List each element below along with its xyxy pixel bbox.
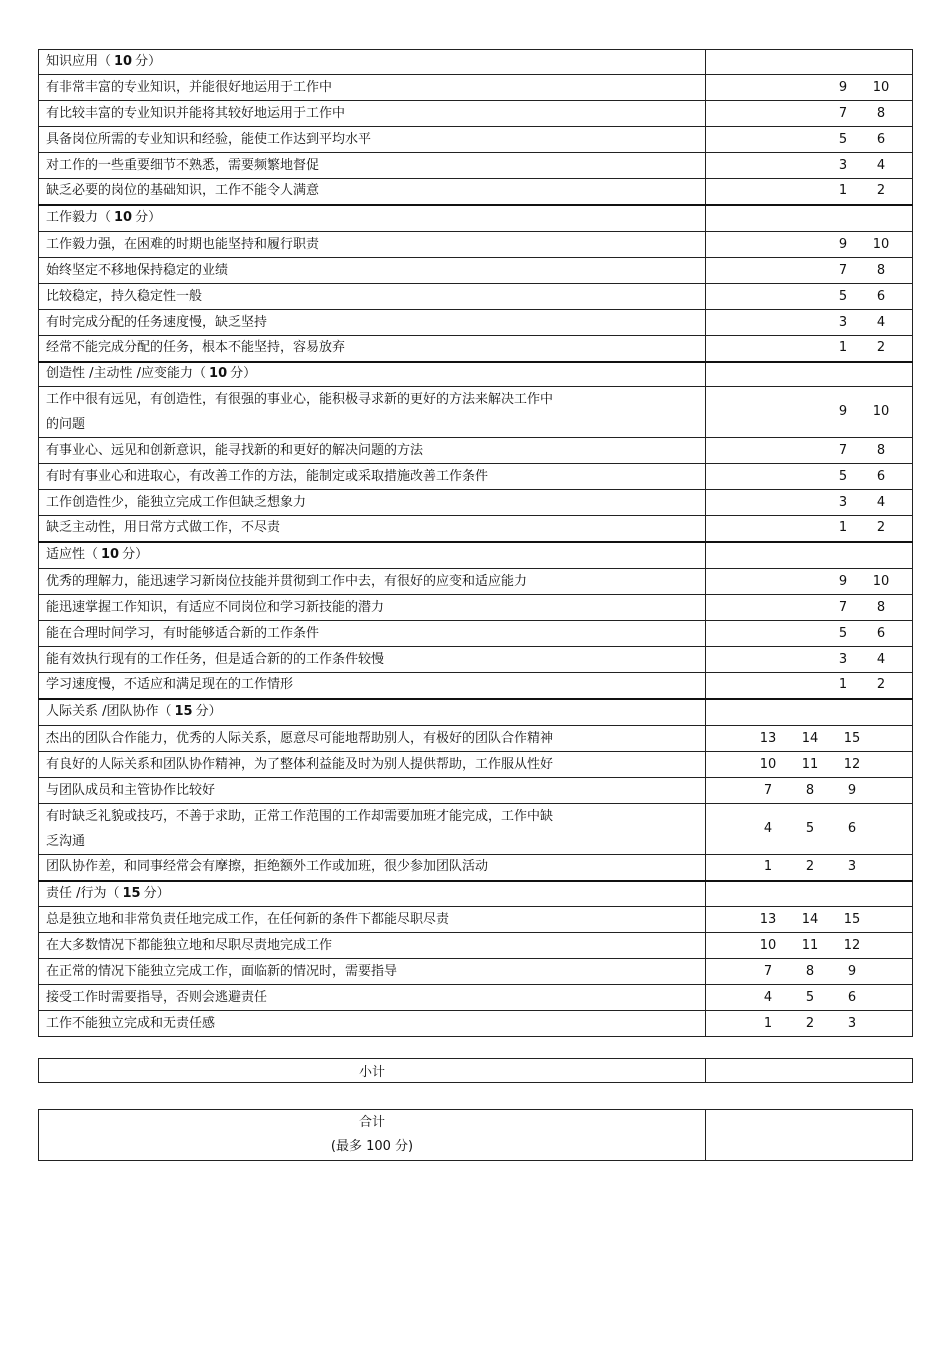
criteria-description bbox=[39, 75, 706, 101]
score-option[interactable]: 4 bbox=[876, 314, 886, 330]
score-options bbox=[706, 127, 913, 153]
criteria-description bbox=[39, 804, 706, 855]
criteria-description bbox=[39, 1011, 706, 1037]
section-title: 责任 /行为（ bbox=[46, 885, 120, 901]
score-option[interactable]: 6 bbox=[876, 468, 886, 484]
criteria-text: 有时有事业心和进取心，有改善工作的方法，能制定或采取措施改善工作条件 bbox=[46, 468, 489, 484]
section-header-row bbox=[39, 881, 913, 907]
criteria-row bbox=[39, 516, 913, 542]
score-option[interactable]: 10 bbox=[759, 756, 777, 772]
section-title-cell bbox=[39, 205, 706, 232]
criteria-text: 工作中很有远见，有创造性，有很强的事业心，能积极寻求新的更好的方法来解决工作中 bbox=[46, 392, 554, 407]
score-option[interactable]: 2 bbox=[805, 1015, 815, 1031]
criteria-description bbox=[39, 933, 706, 959]
section-score-cell[interactable] bbox=[706, 50, 913, 75]
score-options bbox=[706, 387, 913, 438]
criteria-row bbox=[39, 153, 913, 179]
criteria-description bbox=[39, 101, 706, 127]
criteria-row bbox=[39, 75, 913, 101]
score-option[interactable]: 3 bbox=[847, 859, 857, 875]
score-option[interactable]: 3 bbox=[838, 314, 848, 330]
score-options bbox=[706, 258, 913, 284]
criteria-description bbox=[39, 336, 706, 362]
section-header-row bbox=[39, 362, 913, 387]
score-option[interactable]: 8 bbox=[805, 963, 815, 979]
criteria-text: 工作不能独立完成和无责任感 bbox=[46, 1015, 216, 1031]
score-option[interactable]: 1 bbox=[763, 859, 773, 875]
criteria-row bbox=[39, 438, 913, 464]
score-option[interactable]: 2 bbox=[876, 183, 886, 199]
criteria-description bbox=[39, 855, 706, 881]
section-points: 10 bbox=[209, 366, 228, 382]
score-option[interactable]: 2 bbox=[876, 520, 886, 536]
score-option[interactable]: 10 bbox=[759, 937, 777, 953]
score-option[interactable]: 4 bbox=[876, 494, 886, 510]
criteria-description bbox=[39, 595, 706, 621]
section-unit: 分） bbox=[122, 547, 149, 563]
score-option[interactable]: 6 bbox=[876, 131, 886, 147]
score-option[interactable]: 5 bbox=[805, 821, 815, 836]
section-score-cell[interactable] bbox=[706, 205, 913, 232]
criteria-row bbox=[39, 726, 913, 752]
criteria-row bbox=[39, 232, 913, 258]
criteria-description bbox=[39, 569, 706, 595]
criteria-text-continued: 的问题 bbox=[46, 417, 86, 432]
criteria-row bbox=[39, 959, 913, 985]
score-options bbox=[706, 569, 913, 595]
criteria-row bbox=[39, 127, 913, 153]
score-option[interactable]: 12 bbox=[843, 756, 861, 772]
criteria-text: 优秀的理解力，能迅速学习新岗位技能并贯彻到工作中去，有很好的应变和适应能力 bbox=[46, 573, 528, 589]
score-option[interactable]: 9 bbox=[838, 79, 848, 95]
score-option[interactable]: 8 bbox=[805, 782, 815, 798]
section-title: 工作毅力（ bbox=[46, 210, 112, 226]
criteria-row bbox=[39, 595, 913, 621]
criteria-text-continued: 乏沟通 bbox=[46, 834, 86, 849]
score-option[interactable]: 9 bbox=[847, 782, 857, 798]
criteria-text: 具备岗位所需的专业知识和经验，能使工作达到平均水平 bbox=[46, 131, 372, 147]
section-score-cell[interactable] bbox=[706, 542, 913, 569]
score-options bbox=[706, 516, 913, 542]
score-option[interactable]: 5 bbox=[838, 625, 848, 641]
criteria-row bbox=[39, 179, 913, 205]
criteria-row bbox=[39, 284, 913, 310]
subtotal-label: 小计 bbox=[39, 1059, 706, 1083]
section-unit: 分） bbox=[135, 210, 162, 226]
score-options bbox=[706, 232, 913, 258]
score-option[interactable]: 7 bbox=[763, 963, 773, 979]
criteria-description bbox=[39, 153, 706, 179]
score-options bbox=[706, 985, 913, 1011]
criteria-description bbox=[39, 127, 706, 153]
score-options bbox=[706, 621, 913, 647]
score-option[interactable]: 6 bbox=[876, 288, 886, 304]
score-options bbox=[706, 464, 913, 490]
criteria-description bbox=[39, 621, 706, 647]
score-option[interactable]: 7 bbox=[838, 262, 848, 278]
score-options bbox=[706, 959, 913, 985]
score-option[interactable]: 9 bbox=[838, 404, 848, 419]
score-options bbox=[706, 907, 913, 933]
score-options bbox=[706, 647, 913, 673]
score-options bbox=[706, 438, 913, 464]
criteria-description bbox=[39, 959, 706, 985]
section-unit: 分） bbox=[135, 54, 162, 69]
score-option[interactable]: 7 bbox=[838, 442, 848, 458]
score-options bbox=[706, 75, 913, 101]
score-option[interactable]: 3 bbox=[838, 157, 848, 173]
score-option[interactable]: 8 bbox=[876, 105, 886, 121]
section-header-row bbox=[39, 542, 913, 569]
criteria-description bbox=[39, 516, 706, 542]
criteria-text: 接受工作时需要指导，否则会逃避责任 bbox=[46, 989, 268, 1005]
criteria-row bbox=[39, 673, 913, 699]
evaluation-table bbox=[38, 49, 913, 1037]
criteria-row bbox=[39, 310, 913, 336]
criteria-row bbox=[39, 804, 913, 855]
score-option[interactable]: 15 bbox=[843, 730, 861, 746]
score-option[interactable]: 7 bbox=[838, 599, 848, 615]
criteria-row bbox=[39, 387, 913, 438]
criteria-row bbox=[39, 621, 913, 647]
criteria-text: 有比较丰富的专业知识并能将其较好地运用于工作中 bbox=[46, 105, 346, 121]
criteria-text: 经常不能完成分配的任务，根本不能坚持，容易放弃 bbox=[46, 340, 346, 356]
score-option[interactable]: 9 bbox=[838, 573, 848, 589]
section-title-cell bbox=[39, 50, 706, 75]
criteria-text: 有时缺乏礼貌或技巧，不善于求助，正常工作范围的工作却需要加班才能完成，工作中缺 bbox=[46, 809, 554, 824]
score-options bbox=[706, 804, 913, 855]
section-title-cell bbox=[39, 362, 706, 387]
criteria-text: 缺乏必要的岗位的基础知识，工作不能令人满意 bbox=[46, 183, 320, 199]
criteria-description bbox=[39, 310, 706, 336]
score-options bbox=[706, 933, 913, 959]
score-options bbox=[706, 726, 913, 752]
criteria-description bbox=[39, 907, 706, 933]
section-title-cell bbox=[39, 699, 706, 726]
score-option[interactable]: 9 bbox=[838, 236, 848, 252]
score-option[interactable]: 6 bbox=[876, 625, 886, 641]
score-options bbox=[706, 752, 913, 778]
criteria-text: 能有效执行现有的工作任务，但是适合新的的工作条件较慢 bbox=[46, 651, 385, 667]
score-option[interactable]: 10 bbox=[872, 236, 890, 252]
criteria-row bbox=[39, 647, 913, 673]
total-note: (最多 100 分) bbox=[330, 1139, 414, 1154]
criteria-text: 对工作的一些重要细节不熟悉，需要频繁地督促 bbox=[46, 157, 320, 173]
criteria-text: 比较稳定，持久稳定性一般 bbox=[46, 288, 203, 304]
score-option[interactable]: 8 bbox=[876, 599, 886, 615]
score-option[interactable]: 14 bbox=[801, 730, 819, 746]
score-option[interactable]: 1 bbox=[763, 1015, 773, 1031]
criteria-text: 有非常丰富的专业知识，并能很好地运用于工作中 bbox=[46, 79, 333, 95]
score-options bbox=[706, 310, 913, 336]
criteria-row bbox=[39, 464, 913, 490]
score-options bbox=[706, 595, 913, 621]
score-option[interactable]: 3 bbox=[838, 494, 848, 510]
section-title-cell bbox=[39, 542, 706, 569]
score-option[interactable]: 14 bbox=[801, 911, 819, 927]
criteria-text: 在大多数情况下都能独立地和尽职尽责地完成工作 bbox=[46, 937, 333, 953]
score-option[interactable]: 8 bbox=[876, 262, 886, 278]
section-title: 创造性 /主动性 /应变能力（ bbox=[46, 366, 207, 382]
score-option[interactable]: 11 bbox=[801, 937, 819, 953]
score-options bbox=[706, 778, 913, 804]
section-points: 10 bbox=[114, 54, 133, 69]
score-option[interactable]: 5 bbox=[805, 989, 815, 1005]
score-options bbox=[706, 101, 913, 127]
criteria-text: 总是独立地和非常负责任地完成工作，在任何新的条件下都能尽职尽责 bbox=[46, 911, 450, 927]
section-score-cell[interactable] bbox=[706, 362, 913, 387]
section-unit: 分） bbox=[195, 704, 222, 720]
criteria-text: 在正常的情况下能独立完成工作，面临新的情况时，需要指导 bbox=[46, 963, 398, 979]
criteria-description bbox=[39, 284, 706, 310]
score-options bbox=[706, 284, 913, 310]
criteria-text: 与团队成员和主管协作比较好 bbox=[46, 782, 216, 798]
score-option[interactable]: 7 bbox=[838, 105, 848, 121]
criteria-description bbox=[39, 726, 706, 752]
score-option[interactable]: 13 bbox=[759, 730, 777, 746]
criteria-text: 有事业心、远见和创新意识，能寻找新的和更好的解决问题的方法 bbox=[46, 442, 424, 458]
criteria-row bbox=[39, 490, 913, 516]
score-option[interactable]: 4 bbox=[876, 651, 886, 667]
score-option[interactable]: 15 bbox=[843, 911, 861, 927]
score-options bbox=[706, 855, 913, 881]
criteria-row bbox=[39, 101, 913, 127]
criteria-text: 工作毅力强，在困难的时期也能坚持和履行职责 bbox=[46, 236, 320, 252]
criteria-text: 能在合理时间学习，有时能够适合新的工作条件 bbox=[46, 625, 320, 641]
total-value-cell[interactable] bbox=[706, 1110, 913, 1161]
subtotal-value-cell[interactable] bbox=[706, 1059, 913, 1083]
criteria-text: 团队协作差，和同事经常会有摩擦，拒绝额外工作或加班，很少参加团队活动 bbox=[46, 859, 489, 875]
score-option[interactable]: 12 bbox=[843, 937, 861, 953]
score-option[interactable]: 1 bbox=[838, 520, 848, 536]
score-options bbox=[706, 153, 913, 179]
criteria-row bbox=[39, 907, 913, 933]
score-option[interactable]: 4 bbox=[763, 989, 773, 1005]
section-score-cell[interactable] bbox=[706, 881, 913, 907]
score-options bbox=[706, 1011, 913, 1037]
score-option[interactable]: 5 bbox=[838, 131, 848, 147]
score-option[interactable]: 11 bbox=[801, 756, 819, 772]
criteria-text: 有时完成分配的任务速度慢，缺乏坚持 bbox=[46, 314, 268, 330]
score-option[interactable]: 5 bbox=[838, 468, 848, 484]
criteria-text: 有良好的人际关系和团队协作精神，为了整体利益能及时为别人提供帮助，工作服从性好 bbox=[46, 756, 554, 772]
score-option[interactable]: 2 bbox=[876, 677, 886, 693]
criteria-description bbox=[39, 438, 706, 464]
score-options bbox=[706, 490, 913, 516]
criteria-description bbox=[39, 490, 706, 516]
section-header-row bbox=[39, 699, 913, 726]
criteria-row bbox=[39, 336, 913, 362]
section-header-row bbox=[39, 205, 913, 232]
section-unit: 分） bbox=[143, 885, 170, 901]
criteria-row bbox=[39, 985, 913, 1011]
criteria-description bbox=[39, 647, 706, 673]
score-option[interactable]: 10 bbox=[872, 404, 890, 419]
section-title: 适应性（ bbox=[46, 547, 99, 563]
section-unit: 分） bbox=[230, 366, 257, 382]
criteria-text: 能迅速掌握工作知识，有适应不同岗位和学习新技能的潜力 bbox=[46, 599, 385, 615]
section-title: 人际关系 /团队协作（ bbox=[46, 704, 172, 720]
section-score-cell[interactable] bbox=[706, 699, 913, 726]
total-label: 合计 bbox=[358, 1115, 385, 1130]
score-option[interactable]: 1 bbox=[838, 340, 848, 356]
criteria-row bbox=[39, 258, 913, 284]
score-option[interactable]: 1 bbox=[838, 677, 848, 693]
score-options bbox=[706, 179, 913, 205]
criteria-text: 学习速度慢，不适应和满足现在的工作情形 bbox=[46, 677, 294, 693]
criteria-description bbox=[39, 179, 706, 205]
total-table bbox=[38, 1109, 913, 1161]
criteria-row bbox=[39, 855, 913, 881]
section-title: 知识应用（ bbox=[46, 54, 112, 69]
criteria-description bbox=[39, 778, 706, 804]
section-points: 10 bbox=[114, 210, 133, 226]
criteria-text: 杰出的团队合作能力，优秀的人际关系，愿意尽可能地帮助别人，有极好的团队合作精神 bbox=[46, 730, 554, 746]
score-option[interactable]: 10 bbox=[872, 79, 890, 95]
score-option[interactable]: 3 bbox=[847, 1015, 857, 1031]
criteria-row bbox=[39, 778, 913, 804]
score-option[interactable]: 1 bbox=[838, 183, 848, 199]
criteria-description bbox=[39, 752, 706, 778]
criteria-description bbox=[39, 985, 706, 1011]
score-option[interactable]: 8 bbox=[876, 442, 886, 458]
criteria-description bbox=[39, 673, 706, 699]
score-options bbox=[706, 673, 913, 699]
criteria-description bbox=[39, 232, 706, 258]
total-label-cell bbox=[39, 1110, 706, 1161]
section-header-row bbox=[39, 50, 913, 75]
score-option[interactable]: 6 bbox=[847, 821, 857, 836]
criteria-description bbox=[39, 464, 706, 490]
criteria-row bbox=[39, 933, 913, 959]
criteria-row bbox=[39, 569, 913, 595]
score-option[interactable]: 9 bbox=[847, 963, 857, 979]
criteria-description bbox=[39, 387, 706, 438]
criteria-text: 缺乏主动性，用日常方式做工作，不尽责 bbox=[46, 520, 281, 536]
score-option[interactable]: 2 bbox=[805, 859, 815, 875]
section-points: 10 bbox=[101, 547, 120, 563]
score-option[interactable]: 7 bbox=[763, 782, 773, 798]
score-option[interactable]: 6 bbox=[847, 989, 857, 1005]
criteria-row bbox=[39, 1011, 913, 1037]
score-option[interactable]: 5 bbox=[838, 288, 848, 304]
score-option[interactable]: 4 bbox=[876, 157, 886, 173]
score-option[interactable]: 13 bbox=[759, 911, 777, 927]
section-title-cell bbox=[39, 881, 706, 907]
score-option[interactable]: 3 bbox=[838, 651, 848, 667]
section-points: 15 bbox=[174, 704, 193, 720]
criteria-row bbox=[39, 752, 913, 778]
score-option[interactable]: 10 bbox=[872, 573, 890, 589]
score-option[interactable]: 2 bbox=[876, 340, 886, 356]
section-points: 15 bbox=[122, 885, 141, 901]
score-options bbox=[706, 336, 913, 362]
criteria-text: 工作创造性少，能独立完成工作但缺乏想象力 bbox=[46, 494, 307, 510]
criteria-description bbox=[39, 258, 706, 284]
criteria-text: 始终坚定不移地保持稳定的业绩 bbox=[46, 262, 229, 278]
score-option[interactable]: 4 bbox=[763, 821, 773, 836]
subtotal-table bbox=[38, 1058, 913, 1083]
